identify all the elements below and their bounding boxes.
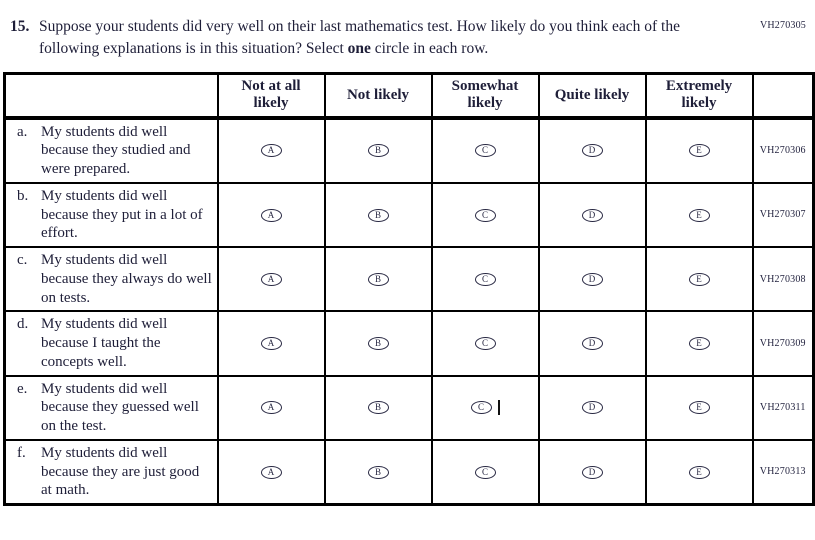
row-statement: My students did well because they always do well on tests. <box>41 252 212 306</box>
row-statement: My students did well because I taught the concepts well. <box>41 316 168 370</box>
row-letter: a. <box>17 123 28 140</box>
bubble-a[interactable]: A <box>261 273 282 286</box>
table-row-a <box>5 118 814 183</box>
bubble-c[interactable]: C <box>475 337 496 350</box>
bubble-b[interactable]: B <box>368 273 389 286</box>
bubble-c[interactable]: C <box>475 273 496 286</box>
bubble-c[interactable]: C <box>475 209 496 222</box>
bubble-b[interactable]: B <box>368 144 389 157</box>
bubble-a[interactable]: A <box>261 209 282 222</box>
bubble-e[interactable]: E <box>689 466 710 479</box>
row-statement: My students did well because they put in a lot of effort. <box>41 187 203 242</box>
bubble-d[interactable]: D <box>582 144 603 157</box>
bubble-a[interactable]: A <box>261 401 282 414</box>
bubble-e[interactable]: E <box>689 401 710 414</box>
table-row-b <box>5 183 814 247</box>
row-statement: My students did well because they are just good at math. <box>41 444 200 499</box>
header-not-likely: Not likely <box>325 74 432 118</box>
table-row-e <box>5 376 814 440</box>
row-code: VH270311 <box>753 376 814 440</box>
row-letter: b. <box>17 187 29 204</box>
bubble-a[interactable]: A <box>261 337 282 350</box>
bubble-d[interactable]: D <box>582 209 603 222</box>
header-code-blank <box>753 74 814 118</box>
bubble-e[interactable]: E <box>689 209 710 222</box>
question-text-bold: one <box>347 40 371 57</box>
bubble-b[interactable]: B <box>368 401 389 414</box>
table-row-c <box>5 247 814 311</box>
row-letter: d. <box>17 316 29 333</box>
row-letter: c. <box>17 252 28 268</box>
question-block <box>10 16 700 60</box>
bubble-d[interactable]: D <box>582 401 603 414</box>
question-text-part1: Suppose your students did very well on their last mathematics test. How likely do you think each of the following explanations is in this situation? Select <box>39 18 680 57</box>
bubble-e[interactable]: E <box>689 273 710 286</box>
bubble-e[interactable]: E <box>689 337 710 350</box>
bubble-c[interactable]: C <box>475 144 496 157</box>
question-number: 15. <box>10 18 30 35</box>
row-code: VH270313 <box>753 440 814 505</box>
header-quite-likely: Quite likely <box>539 74 646 118</box>
bubble-c[interactable]: C <box>471 401 492 414</box>
row-code: VH270308 <box>753 247 814 311</box>
header-somewhat-likely: Somewhat likely <box>432 74 539 118</box>
row-code: VH270307 <box>753 183 814 247</box>
bubble-b[interactable]: B <box>368 466 389 479</box>
question-text-part2: circle in each row. <box>370 40 489 57</box>
table-row-d <box>5 311 814 375</box>
bubble-b[interactable]: B <box>368 337 389 350</box>
row-statement: My students did well because they guessed well on the test. <box>41 380 199 434</box>
table-row-f <box>5 440 814 505</box>
likert-table <box>3 72 815 506</box>
header-statement-blank <box>5 74 218 118</box>
header-row <box>5 74 814 118</box>
bubble-b[interactable]: B <box>368 209 389 222</box>
bubble-d[interactable]: D <box>582 273 603 286</box>
bubble-e[interactable]: E <box>689 144 710 157</box>
page-accession-code: VH270305 <box>759 20 806 31</box>
bubble-a[interactable]: A <box>261 466 282 479</box>
bubble-a[interactable]: A <box>261 144 282 157</box>
text-cursor <box>498 400 500 415</box>
bubble-d[interactable]: D <box>582 337 603 350</box>
bubble-c[interactable]: C <box>475 466 496 479</box>
row-letter: e. <box>17 380 28 397</box>
row-statement: My students did well because they studied and were prepared. <box>41 123 191 177</box>
header-not-at-all-likely: Not at all likely <box>218 74 325 118</box>
row-code: VH270306 <box>753 118 814 183</box>
row-code: VH270309 <box>753 311 814 375</box>
row-letter: f. <box>17 444 26 461</box>
header-extremely-likely: Extremely likely <box>646 74 753 118</box>
bubble-d[interactable]: D <box>582 466 603 479</box>
question-text <box>39 16 687 60</box>
